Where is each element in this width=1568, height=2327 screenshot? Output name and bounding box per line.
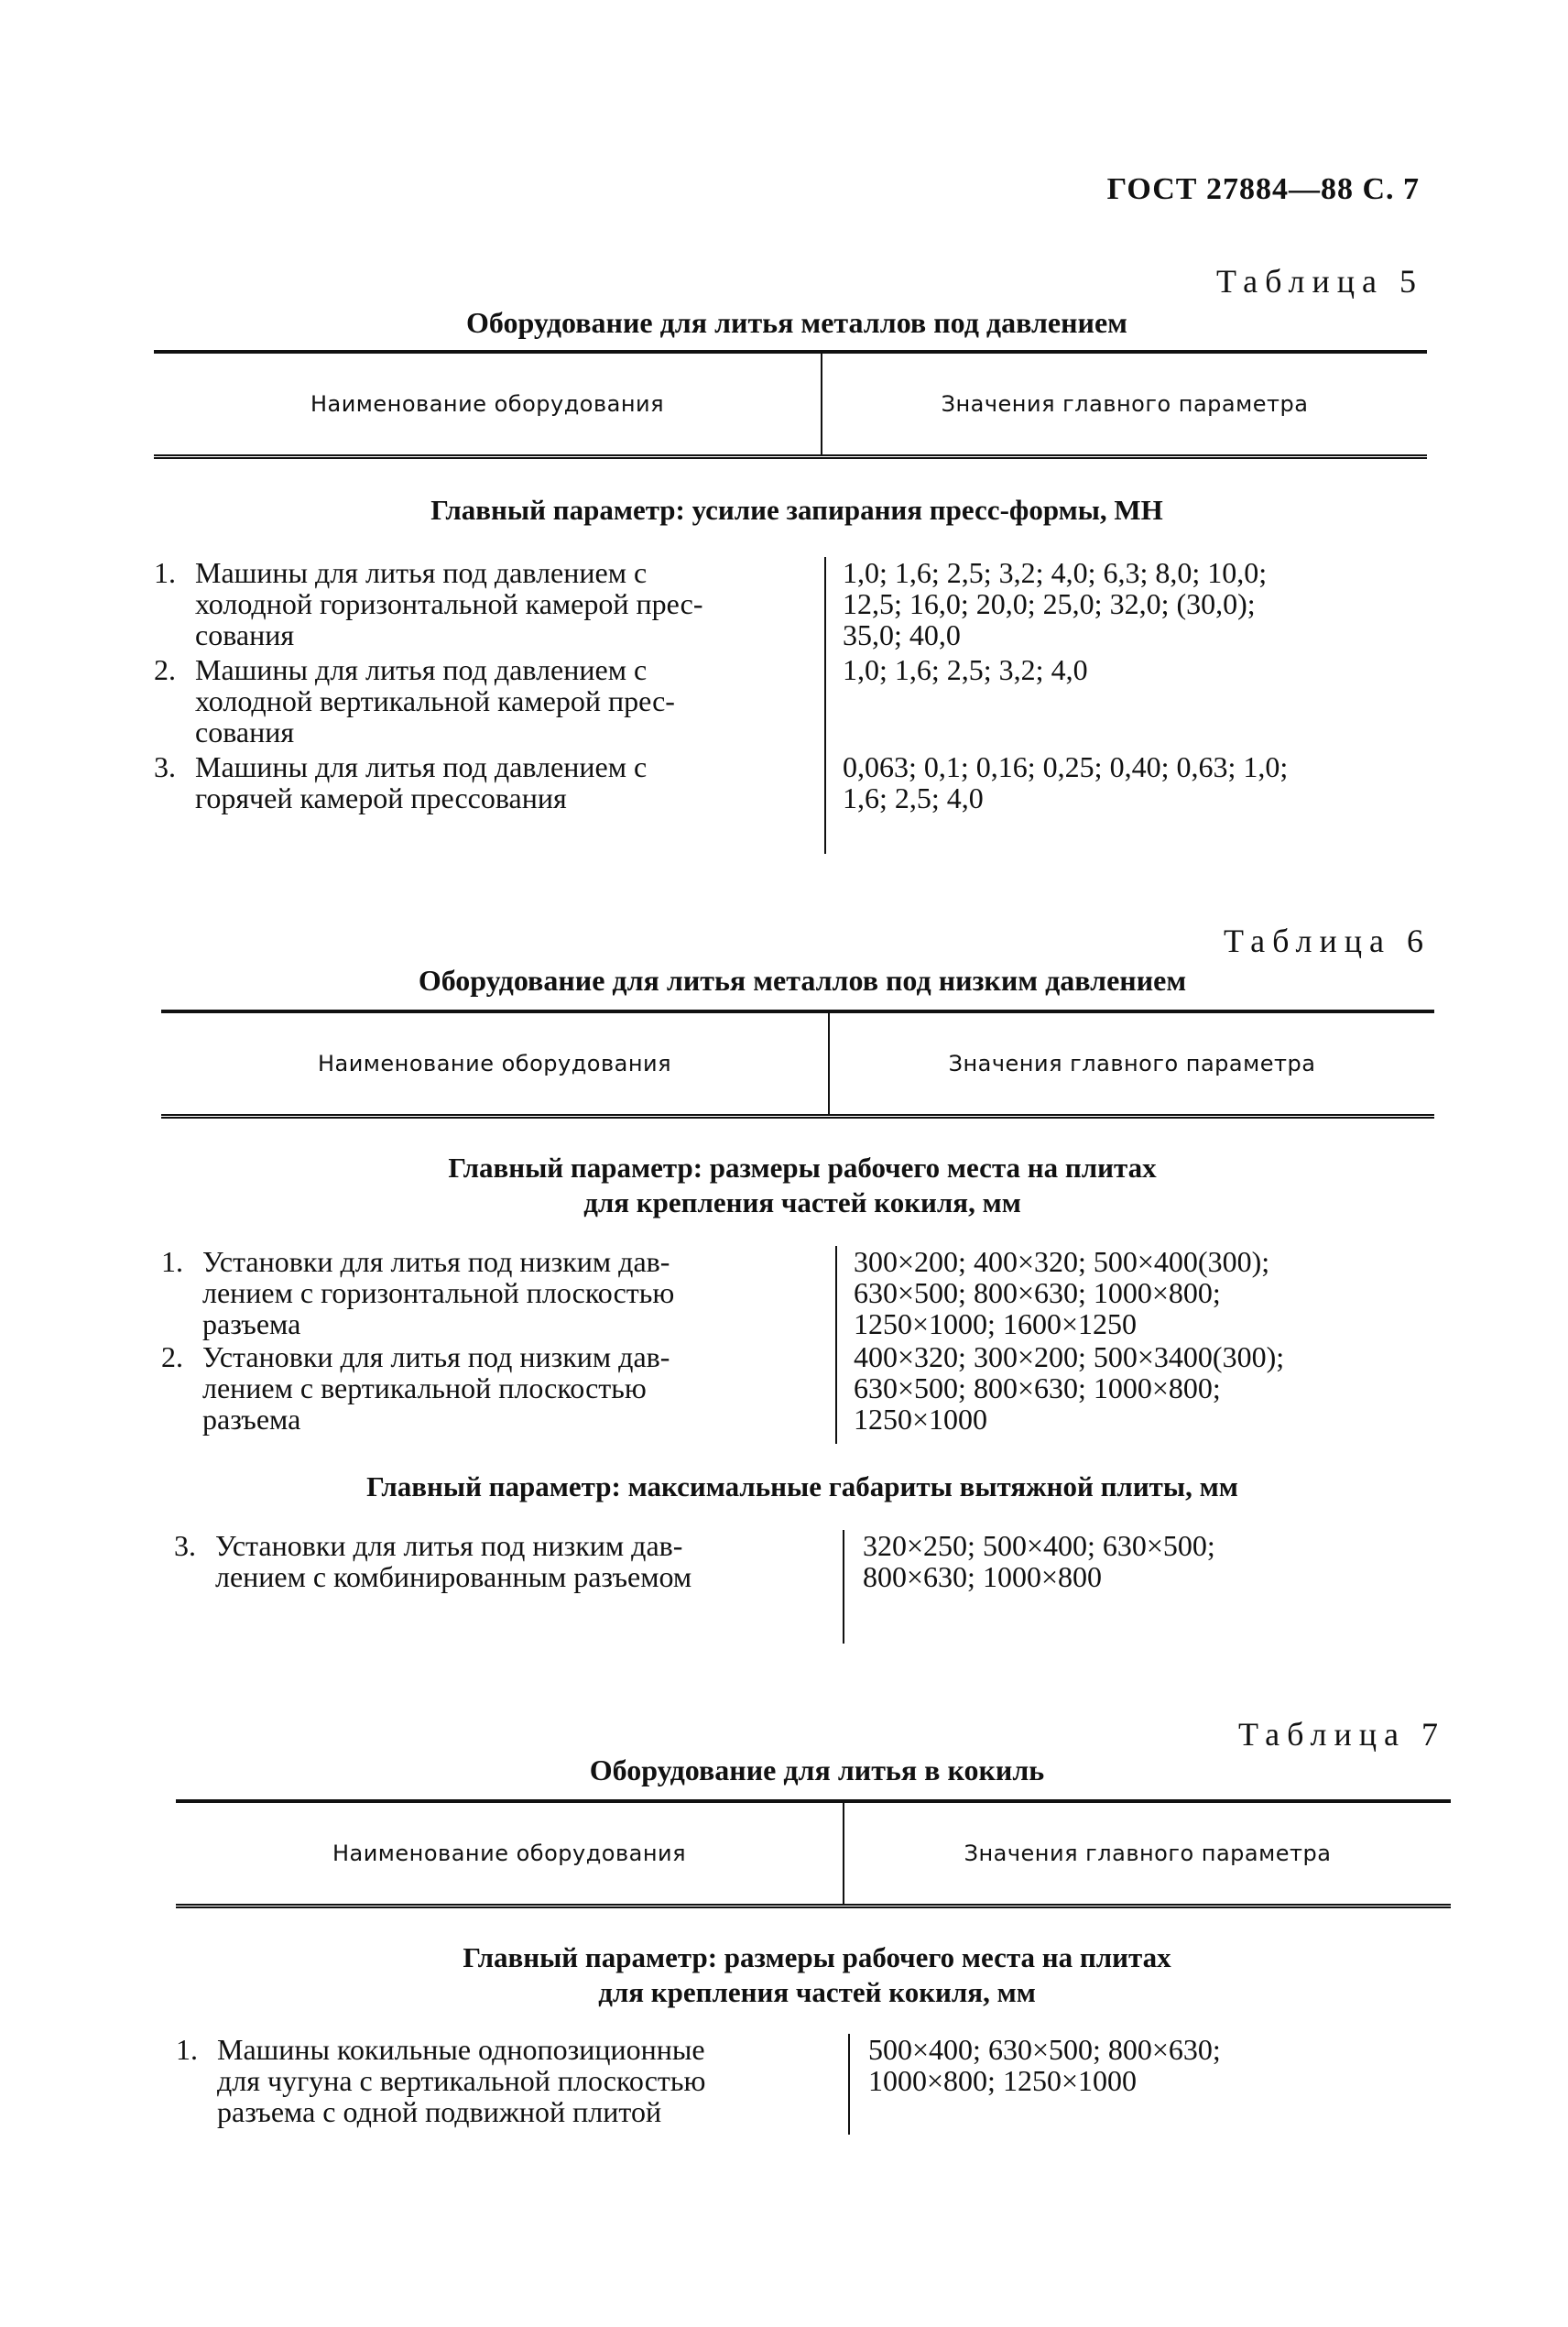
row-values (854, 1341, 1431, 1435)
table-6-column-divider (835, 1246, 837, 1444)
row-value-line: 800×630; 1000×800 (863, 1560, 1102, 1593)
row-desc-line: разъема (202, 1403, 301, 1436)
row-number: 2. (154, 653, 176, 686)
row-desc-line: лением с вертикальной плоскостью (202, 1371, 647, 1404)
row-values (854, 1246, 1403, 1339)
row-desc-line: Машины для литья под давлением с (195, 556, 648, 589)
param-title-line: для крепления частей кокиля, мм (583, 1186, 1021, 1218)
table-7-body (176, 2034, 1458, 2135)
row-number: 3. (174, 1529, 196, 1562)
row-desc-line: горячей камерой прессования (195, 781, 567, 814)
table-6-param-1-title (161, 1151, 1443, 1220)
row-description (202, 1246, 822, 1339)
row-desc-line: разъема (202, 1307, 301, 1340)
table-5-title: Оборудование для литья металлов под давлением (466, 306, 1127, 339)
row-desc-line: Установки для литья под низким дав- (215, 1529, 683, 1562)
row-value-line: 400×320; 300×200; 500×3400(300); (854, 1340, 1285, 1373)
row-value-line: 1250×1000; 1600×1250 (854, 1307, 1137, 1340)
table-6-param-2-title: Главный параметр: максимальные габариты вытяжной плиты, мм (366, 1470, 1238, 1502)
table-5-param-title: Главный параметр: усилие запирания пресс-формы, МН (430, 494, 1163, 526)
row-description (195, 751, 811, 814)
row-number: 3. (154, 750, 176, 783)
row-desc-line: для чугуна с вертикальной плоскостью (217, 2064, 706, 2097)
row-value-line: 500×400; 630×500; 800×630; (868, 2033, 1221, 2066)
param-title-line: Главный параметр: размеры рабочего места на плитах (463, 1941, 1171, 1973)
row-description (217, 2034, 836, 2127)
row-value-line: 300×200; 400×320; 500×400(300); (854, 1245, 1270, 1278)
table-6-body-2 (161, 1530, 1443, 1644)
row-value-line: 1,0; 1,6; 2,5; 3,2; 4,0; 6,3; 8,0; 10,0; (843, 556, 1268, 589)
table-6-header-col-name: Наименование оборудования (317, 1051, 672, 1076)
table-7-column-divider (848, 2034, 850, 2135)
table-5-header-col-value: Значения главного параметра (941, 391, 1309, 417)
table-7-label: Таблица 7 (1238, 1716, 1445, 1753)
row-value-line: 320×250; 500×400; 630×500; (863, 1529, 1215, 1562)
table-6-body-1 (161, 1246, 1443, 1444)
table-6-column-divider-2 (843, 1530, 844, 1644)
row-desc-line: сования (195, 618, 295, 651)
table-7-header-col-name: Наименование оборудования (332, 1841, 687, 1866)
row-desc-line: разъема с одной подвижной плитой (217, 2095, 662, 2128)
row-value-line: 1,0; 1,6; 2,5; 3,2; 4,0 (843, 653, 1088, 686)
param-title-line: Главный параметр: размеры рабочего места на плитах (448, 1152, 1157, 1184)
row-values (863, 1530, 1339, 1592)
row-value-line: 630×500; 800×630; 1000×800; (854, 1371, 1221, 1404)
table-6-header (161, 1010, 1434, 1119)
row-description (195, 654, 811, 748)
table-5-header-col-name: Наименование оборудования (310, 391, 665, 417)
row-desc-line: Установки для литья под низким дав- (202, 1340, 670, 1373)
row-desc-line: холодной горизонтальной камерой прес- (195, 587, 703, 620)
row-desc-line: Машины кокильные однопозиционные (217, 2033, 705, 2066)
row-description (215, 1530, 829, 1592)
table-5-label: Таблица 5 (1216, 263, 1423, 300)
row-desc-line: Установки для литья под низким дав- (202, 1245, 670, 1278)
table-7-header (176, 1799, 1451, 1908)
table-5-body (154, 557, 1436, 854)
table-7-header-col-value: Значения главного параметра (964, 1841, 1332, 1866)
row-values (843, 654, 1436, 685)
row-number: 1. (176, 2033, 198, 2066)
row-values (843, 557, 1436, 650)
table-6-header-col-value: Значения главного параметра (948, 1051, 1316, 1076)
row-value-line: 0,063; 0,1; 0,16; 0,25; 0,40; 0,63; 1,0; (843, 750, 1289, 783)
row-value-line: 1000×800; 1250×1000 (868, 2064, 1137, 2097)
row-description (202, 1341, 822, 1435)
row-description (195, 557, 811, 650)
table-7-title: Оборудование для литья в кокиль (589, 1753, 1045, 1786)
table-5-header (154, 350, 1427, 459)
page-header: ГОСТ 27884—88 С. 7 (1106, 172, 1420, 206)
row-number: 1. (154, 556, 176, 589)
table-6-label: Таблица 6 (1224, 923, 1431, 959)
table-6-title: Оборудование для литья металлов под низким давлением (418, 964, 1187, 997)
row-value-line: 12,5; 16,0; 20,0; 25,0; 32,0; (30,0); (843, 587, 1256, 620)
row-values (843, 751, 1436, 814)
row-desc-line: Машины для литья под давлением с (195, 653, 648, 686)
row-value-line: 1,6; 2,5; 4,0 (843, 781, 984, 814)
row-desc-line: сования (195, 716, 295, 748)
param-title-line: для крепления частей кокиля, мм (598, 1976, 1036, 2008)
row-values (868, 2034, 1345, 2096)
row-number: 1. (161, 1245, 183, 1278)
table-5-column-divider (824, 557, 826, 854)
table-7-param-title (176, 1940, 1458, 2010)
row-desc-line: Машины для литья под давлением с (195, 750, 648, 783)
row-desc-line: лением с комбинированным разъемом (215, 1560, 692, 1593)
row-value-line: 1250×1000 (854, 1403, 988, 1436)
row-value-line: 35,0; 40,0 (843, 618, 961, 651)
row-desc-line: холодной вертикальной камерой прес- (195, 684, 675, 717)
row-value-line: 630×500; 800×630; 1000×800; (854, 1276, 1221, 1309)
row-number: 2. (161, 1340, 183, 1373)
row-desc-line: лением с горизонтальной плоскостью (202, 1276, 675, 1309)
